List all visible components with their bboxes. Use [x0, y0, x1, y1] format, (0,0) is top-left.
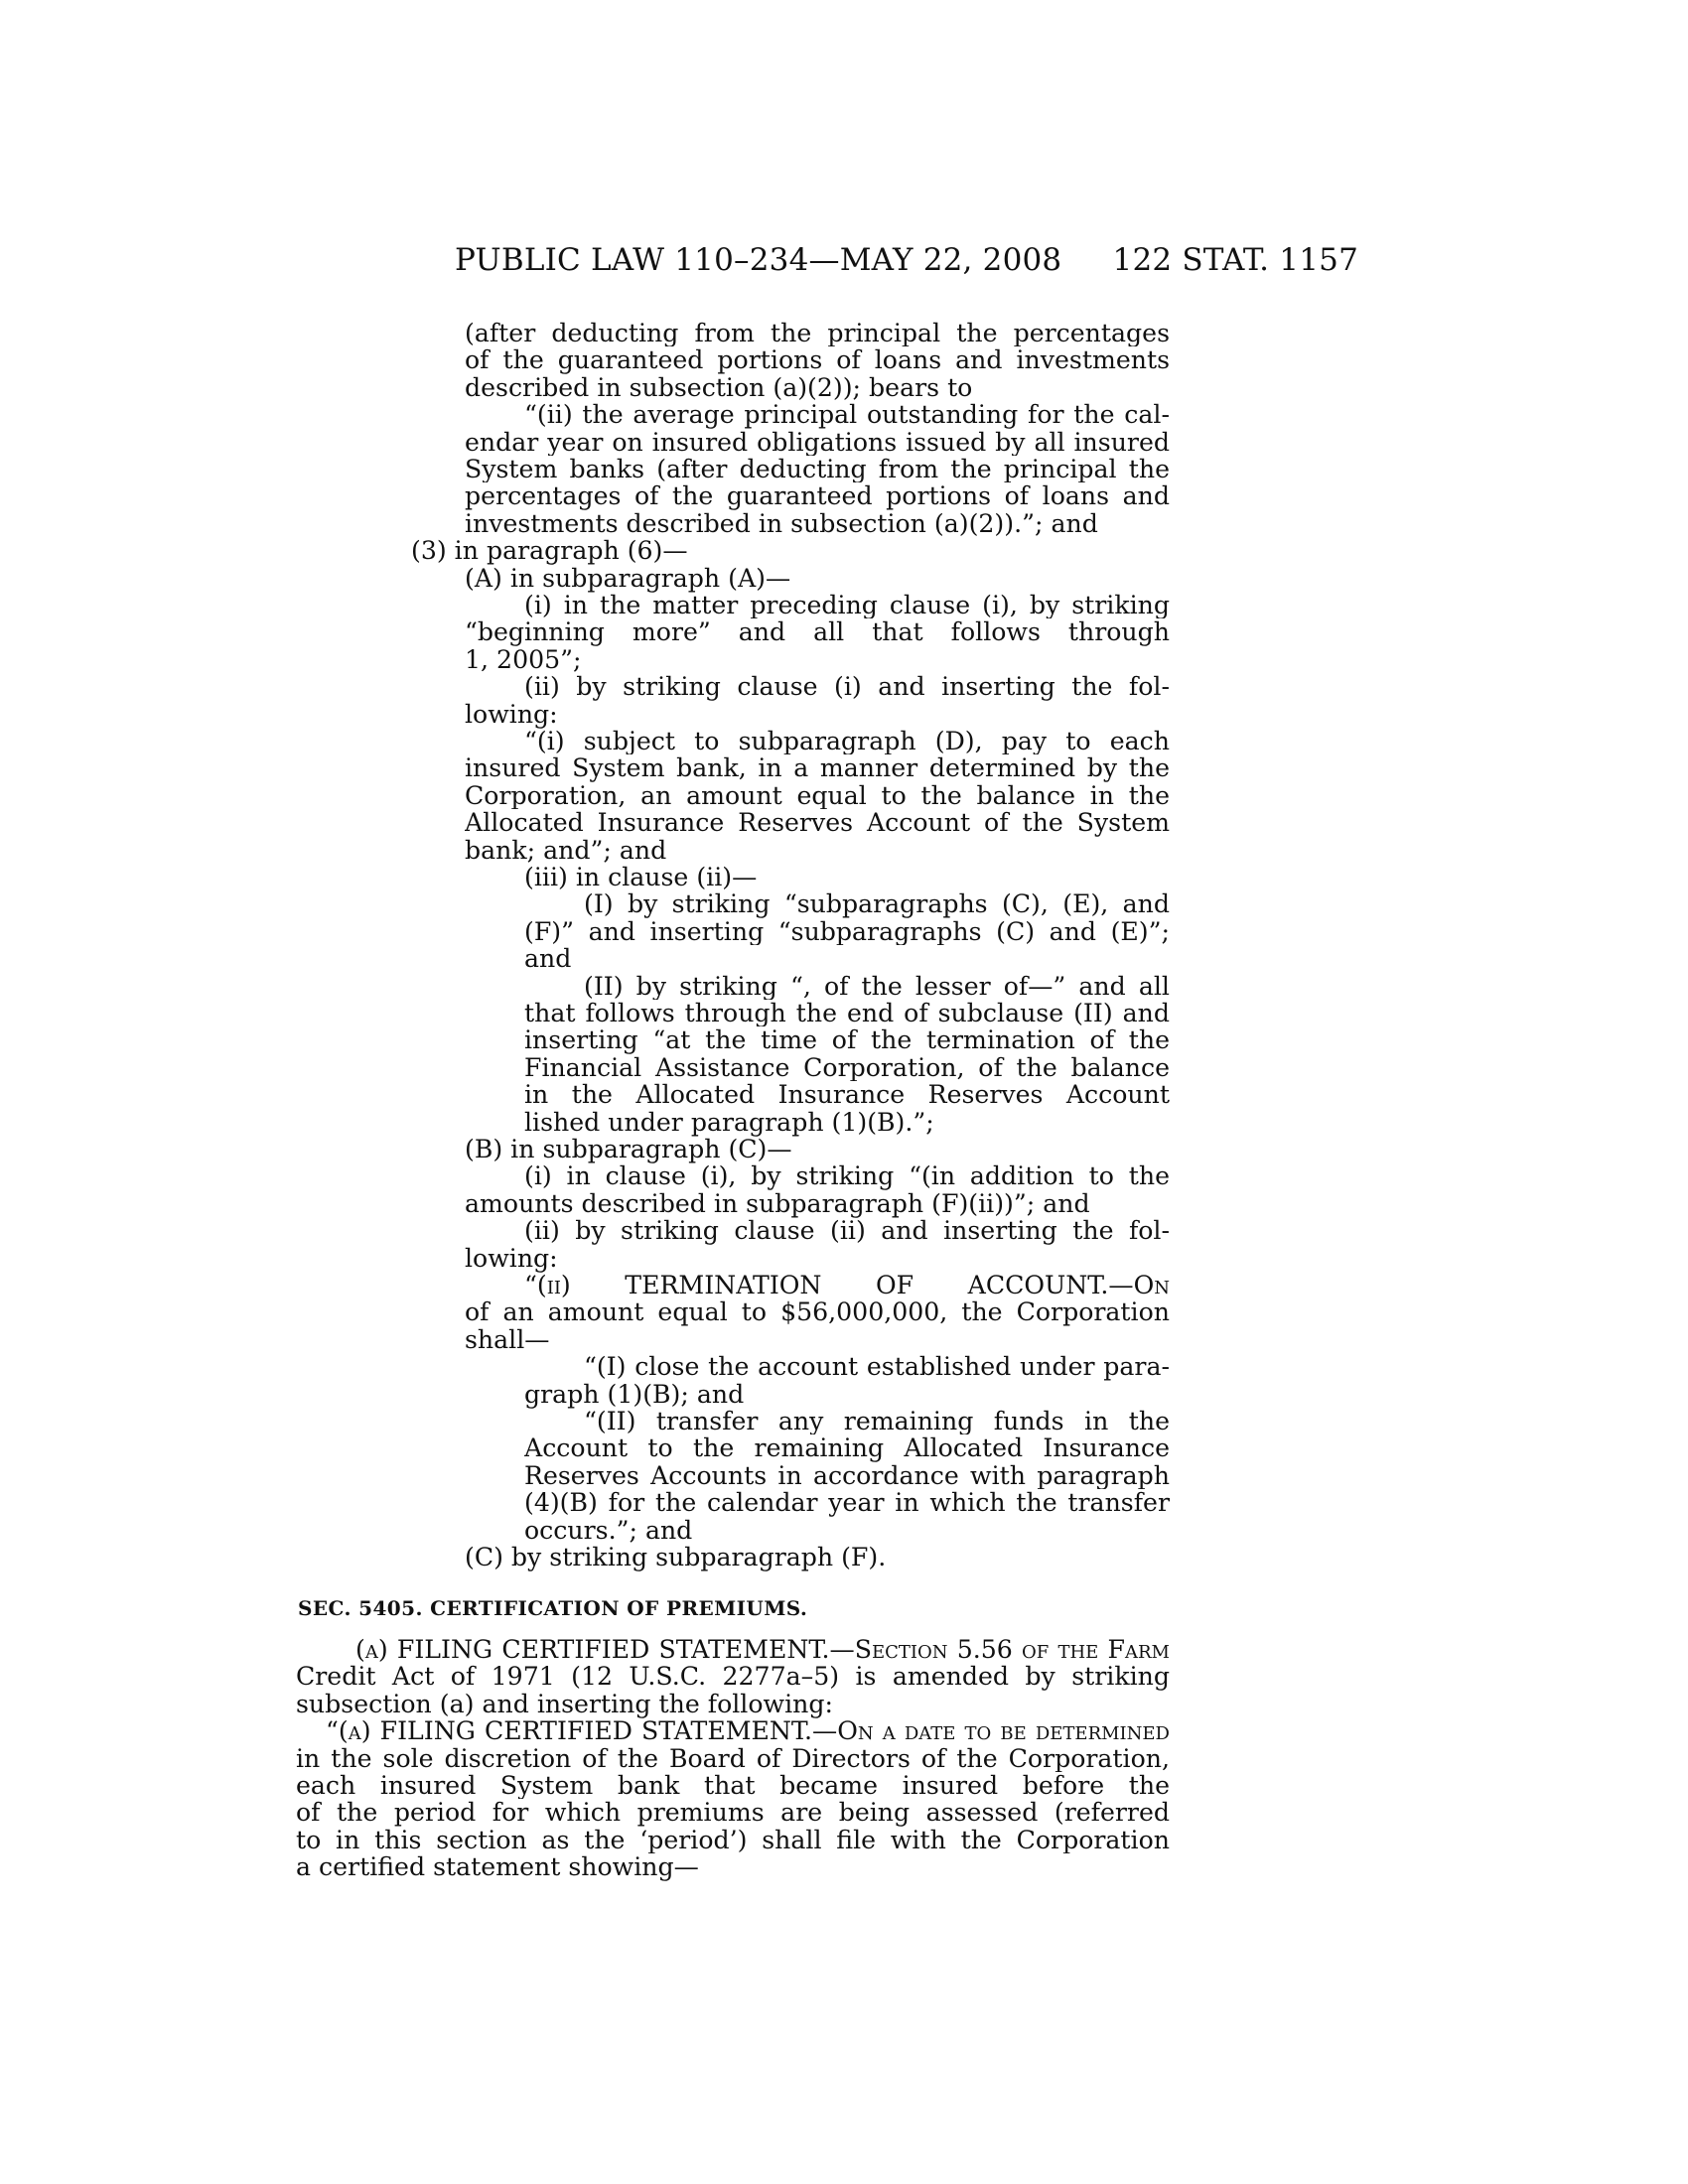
text-line: investments described in subsection (a)(2)).”; and	[465, 508, 1098, 538]
text-line: Reserves Accounts in accordance with paragraph	[524, 1461, 1170, 1490]
text-line: System banks (after deducting from the principal the	[465, 456, 1170, 483]
text-line: (B) in subparagraph (C)—	[465, 1135, 792, 1163]
text-line: (ii) by striking clause (i) and inserting the fol-	[524, 673, 1170, 701]
text-line: (i) in clause (i), by striking “(in addition to the	[524, 1162, 1170, 1190]
header-law-citation: PUBLIC LAW 110–234—MAY 22, 2008	[455, 242, 1062, 278]
text-line: each insured System bank that became insured before the	[296, 1772, 1170, 1800]
text-line: percentages of the guaranteed portions of loans and	[465, 482, 1170, 510]
running-header	[455, 242, 1358, 282]
text-line: of the guaranteed portions of loans and investments	[465, 346, 1170, 374]
text-line: (I) by striking “subparagraphs (C), (E), and	[584, 890, 1170, 918]
text-line: “(ii) TERMINATION OF ACCOUNT.—On	[524, 1272, 1170, 1299]
text-line: in the Allocated Insurance Reserves Account	[524, 1081, 1170, 1109]
text-line: (C) by striking subparagraph (F).	[465, 1543, 887, 1571]
text-line: and	[524, 944, 572, 974]
text-line: described in subsection (a)(2)); bears to	[465, 372, 973, 402]
text-line: inserting “at the time of the termination of the	[524, 1026, 1170, 1054]
text-line: (3) in paragraph (6)—	[411, 536, 688, 566]
text-line: occurs.”; and	[524, 1515, 693, 1545]
text-line: Financial Assistance Corporation, of the balance	[524, 1053, 1170, 1082]
text-line: that follows through the end of subclause (II) and	[524, 1000, 1170, 1027]
text-line: lowing:	[465, 1243, 558, 1273]
text-line: lished under paragraph (1)(B).”;	[524, 1107, 934, 1137]
text-line: (F)” and inserting “subparagraphs (C) and (E)”;	[524, 917, 1170, 946]
text-line: amounts described in subparagraph (F)(ii))”; and	[465, 1188, 1090, 1218]
text-line: Account to the remaining Allocated Insurance	[524, 1434, 1170, 1462]
text-line: insured System bank, in a manner determined by the	[465, 754, 1170, 782]
section-heading: SEC. 5405. CERTIFICATION OF PREMIUMS.	[298, 1596, 808, 1620]
text-line: lowing:	[465, 699, 558, 729]
text-line: Corporation, an amount equal to the balance in the	[465, 781, 1170, 810]
text-line: (II) by striking “, of the lesser of—” and all	[584, 972, 1170, 1000]
text-line: bank; and”; and	[465, 835, 667, 865]
text-line: Allocated Insurance Reserves Account of the System	[465, 809, 1170, 837]
text-line: (A) in subparagraph (A)—	[465, 563, 791, 593]
text-line: (ii) by striking clause (ii) and inserting the fol-	[524, 1217, 1170, 1245]
text-line: (a) FILING CERTIFIED STATEMENT.—Section 5.56 of the Farm	[355, 1636, 1170, 1664]
text-line: subsection (a) and inserting the following:	[296, 1689, 833, 1718]
header-stat-page: 122 STAT. 1157	[1112, 242, 1358, 278]
text-line: “(ii) the average principal outstanding for the cal-	[524, 401, 1170, 429]
text-line: of an amount equal to $56,000,000, the Corporation	[465, 1298, 1170, 1326]
text-line: “(I) close the account established under para-	[584, 1353, 1170, 1381]
text-line: “(II) transfer any remaining funds in the	[584, 1408, 1170, 1435]
text-line: a certified statement showing—	[296, 1852, 699, 1882]
text-line: “(i) subject to subparagraph (D), pay to each	[524, 728, 1170, 755]
text-line: of the period for which premiums are being assessed (referred	[296, 1799, 1170, 1827]
text-line: to in this section as the ‘period’) shall file with the Corporation	[296, 1826, 1170, 1854]
text-line: Credit Act of 1971 (12 U.S.C. 2277a–5) is amended by striking	[296, 1663, 1170, 1691]
text-line: “(a) FILING CERTIFIED STATEMENT.—On a date to be determined	[326, 1717, 1170, 1745]
text-line: (4)(B) for the calendar year in which the transfer	[524, 1489, 1170, 1517]
text-line: (i) in the matter preceding clause (i), by striking	[524, 592, 1170, 619]
text-line: in the sole discretion of the Board of Directors of the Corporation,	[296, 1744, 1170, 1772]
text-line: endar year on insured obligations issued by all insured	[465, 428, 1170, 456]
text-line: “beginning more” and all that follows through	[465, 618, 1170, 646]
text-line: 1, 2005”;	[465, 644, 582, 674]
text-line: shall—	[465, 1324, 550, 1354]
text-line: (after deducting from the principal the percentages	[465, 320, 1170, 347]
text-line: graph (1)(B); and	[524, 1379, 745, 1409]
text-line: (iii) in clause (ii)—	[524, 863, 758, 891]
